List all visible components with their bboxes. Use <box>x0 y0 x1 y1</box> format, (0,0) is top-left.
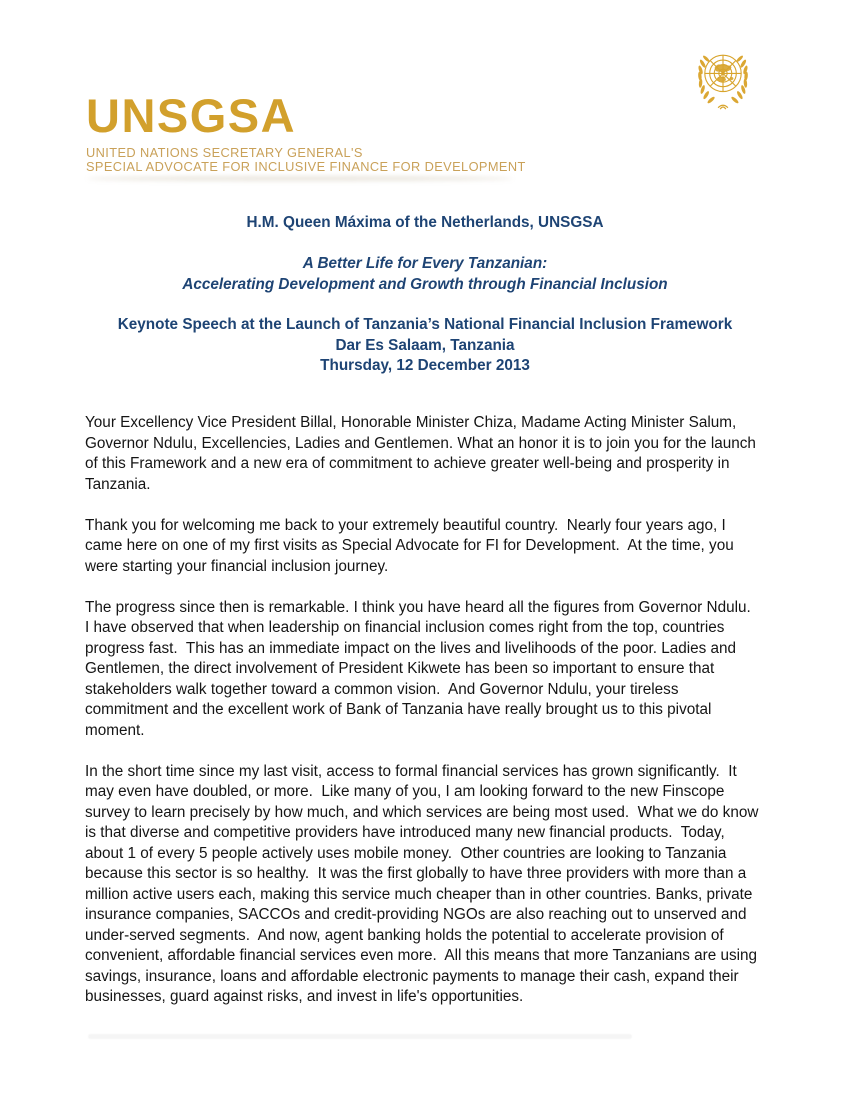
unsgsa-logo <box>86 89 526 174</box>
un-emblem-icon <box>688 44 758 114</box>
event-date: Thursday, 12 December 2013 <box>320 357 530 374</box>
event-location: Dar Es Salaam, Tanzania <box>335 336 515 354</box>
logo-subtitle-line1: UNITED NATIONS SECRETARY GENERAL'S <box>86 145 363 160</box>
logo-shadow <box>87 176 513 181</box>
speech-title <box>85 254 765 295</box>
speech-body <box>85 413 765 1028</box>
speaker-heading: H.M. Queen Máxima of the Netherlands, UNSGSA <box>246 214 604 231</box>
speech-paragraph: The progress since then is remarkable. I think you have heard all the figures from Governor Ndulu. I have observed that when leadership on financial inclusion comes right from the top, countries progress fast. This has an immediate impact on the lives and livelihoods of the poor. Ladies and Gentlemen, the direct involvement of President Kikwete has been so important to ensure that stakeholders walk together toward a common vision. And Governor Ndulu, your tireless commitment and the excellent work of Bank of Tanzania have really brought us to this pivotal moment. <box>85 598 764 739</box>
speech-title-line1: A Better Life for Every Tanzanian: <box>302 255 548 272</box>
event-heading <box>85 315 765 377</box>
logo-wordmark: UNSGSA <box>86 89 297 142</box>
logo-subtitle-line2: SPECIAL ADVOCATE FOR INCLUSIVE FINANCE FOR DEVELOPMENT <box>86 158 526 174</box>
speech-title-line2: Accelerating Development and Growth through Financial Inclusion <box>182 275 668 293</box>
footer-rule <box>88 1034 632 1039</box>
event-name: Keynote Speech at the Launch of Tanzania’s National Financial Inclusion Framework <box>117 316 733 333</box>
speech-paragraph: Your Excellency Vice President Billal, Honorable Minister Chiza, Madame Acting Minister Salum, Governor Ndulu, Excellencies, Ladies and Gentlemen. What an honor it is to join you for the launch of this Framework and a new era of commitment to achieve greater well-being and prosperity in Tanzania. <box>85 414 761 493</box>
speech-paragraph: Thank you for welcoming me back to your extremely beautiful country. Nearly four years ago, I came here on one of my first visits as Special Advocate for FI for Development. At the time, you were starting your financial inclusion journey. <box>85 516 738 575</box>
speech-paragraph: In the short time since my last visit, access to formal financial services has grown significantly. It may even have doubled, or more. Like many of you, I am looking forward to the new Finscope survey to learn precisely by how much, and which services are being most used. What we do know is that diverse and competitive providers have introduced many new financial products. Today, about 1 of every 5 people actively uses mobile money. Other countries are looking to Tanzania because this sector is so healthy. It was the first globally to have three providers with more than a million active users each, making this service much cheaper than in other countries. Banks, private insurance companies, SACCOs and credit-providing NGOs are also reaching out to unserved and under-served segments. And now, agent banking holds the potential to accelerate provision of convenient, affordable financial services even more. All this means that more Tanzanians are using savings, insurance, loans and affordable electronic payments to manage their cash, expand their businesses, guard against risks, and invest in life's opportunities. <box>85 762 763 1005</box>
